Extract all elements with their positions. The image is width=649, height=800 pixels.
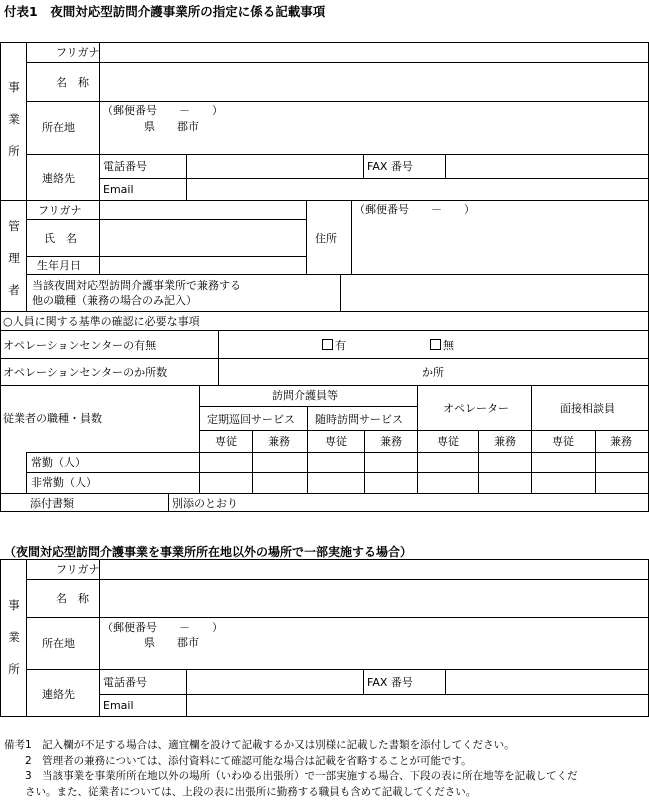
manager-section-label: 管 理 者 bbox=[8, 219, 20, 297]
attachments-value: 別添のとおり bbox=[172, 497, 238, 510]
manager-concurrent-label-1: 当該夜間対応型訪問介護事業所で兼務する bbox=[32, 279, 241, 292]
remark-line: 2 管理者の兼務については、添付資料にて確認可能な場合は記載を省略することが可能です。 bbox=[4, 754, 472, 767]
exclusive-header: 専従 bbox=[215, 435, 237, 448]
branch-postal-code: （郵便番号 － ） bbox=[102, 621, 223, 634]
manager-name-label: 氏 名 bbox=[44, 232, 77, 245]
on-demand-header: 随時訪問サービス bbox=[315, 413, 403, 426]
branch-tel-label: 電話番号 bbox=[103, 676, 147, 689]
regular-patrol-header: 定期巡回サービス bbox=[207, 413, 295, 426]
office-section-label: 事 業 所 bbox=[8, 80, 20, 158]
branch-email-label: Email bbox=[103, 699, 134, 712]
exclusive-header: 専従 bbox=[552, 435, 574, 448]
center-count-unit: か所 bbox=[422, 366, 444, 379]
remark-line: さい。また、従業者については、上段の表に出張所に勤務する職員も含めて記載してください。 bbox=[4, 785, 477, 798]
manager-postal-code: （郵便番号 － ） bbox=[354, 203, 475, 216]
remarks bbox=[4, 738, 646, 800]
office-email-label: Email bbox=[103, 183, 134, 196]
remark-line: 3 当該事業を事業所所在地以外の場所（いわゆる出張所）で一部実施する場合、下段の表に所在地等を記載してくだ bbox=[4, 770, 578, 782]
concurrent-header: 兼務 bbox=[268, 435, 290, 448]
branch-fax-label: FAX 番号 bbox=[367, 676, 413, 689]
manager-furigana-label: フリガナ bbox=[38, 204, 82, 217]
branch-contact-label: 連絡先 bbox=[42, 688, 75, 701]
visiting-staff-header: 訪問介護員等 bbox=[272, 389, 338, 402]
page-title: 付表1 夜間対応型訪問介護事業所の指定に係る記載事項 bbox=[4, 4, 326, 19]
remark-line: 備考1 記入欄が不足する場合は、適宜欄を設けて記載するか又は別様に記載した書類を添付してください。 bbox=[4, 739, 515, 751]
staffing-header: ○人員に関する基準の確認に必要な事項 bbox=[3, 315, 200, 328]
operation-center-no[interactable]: 無 bbox=[430, 339, 454, 352]
office-contact-label: 連絡先 bbox=[42, 172, 75, 185]
concurrent-header: 兼務 bbox=[610, 435, 632, 448]
attachments-label: 添付書類 bbox=[30, 497, 74, 510]
manager-address-label: 住所 bbox=[315, 232, 337, 245]
checkbox-icon[interactable] bbox=[322, 339, 333, 350]
office-tel-label: 電話番号 bbox=[103, 160, 147, 173]
operation-center-label: オペレーションセンターの有無 bbox=[3, 339, 157, 352]
office-prefecture: 県 郡市 bbox=[144, 120, 199, 133]
interviewer-header: 面接相談員 bbox=[560, 402, 615, 415]
branch-furigana-label: フリガナ bbox=[56, 563, 100, 576]
office-name-label: 名 称 bbox=[56, 76, 89, 89]
branch-name-label: 名 称 bbox=[56, 592, 89, 605]
checkbox-icon[interactable] bbox=[430, 339, 441, 350]
staff-role-label: 従業者の職種・員数 bbox=[3, 412, 102, 425]
fulltime-row-label: 常勤（人） bbox=[31, 456, 86, 469]
exclusive-header: 専従 bbox=[325, 435, 347, 448]
concurrent-header: 兼務 bbox=[494, 435, 516, 448]
exclusive-header: 専従 bbox=[437, 435, 459, 448]
branch-section-title: （夜間対応型訪問介護事業を事業所所在地以外の場所で一部実施する場合） bbox=[4, 545, 413, 559]
office-address-label: 所在地 bbox=[42, 121, 75, 134]
parttime-row-label: 非常勤（人） bbox=[31, 476, 97, 489]
office-fax-label: FAX 番号 bbox=[367, 160, 413, 173]
branch-section-label: 事 業 所 bbox=[8, 598, 20, 676]
center-count-label: オペレーションセンターのか所数 bbox=[3, 366, 168, 379]
concurrent-header: 兼務 bbox=[380, 435, 402, 448]
office-postal-code: （郵便番号 － ） bbox=[102, 104, 223, 117]
operator-header: オペレーター bbox=[443, 402, 509, 415]
operation-center-yes[interactable]: 有 bbox=[322, 339, 346, 352]
office-furigana-label: フリガナ bbox=[56, 46, 100, 59]
manager-concurrent-label-2: 他の職種（兼務の場合のみ記入） bbox=[32, 294, 197, 307]
branch-prefecture: 県 郡市 bbox=[144, 636, 199, 649]
branch-address-label: 所在地 bbox=[42, 637, 75, 650]
manager-birthdate-label: 生年月日 bbox=[37, 259, 81, 272]
